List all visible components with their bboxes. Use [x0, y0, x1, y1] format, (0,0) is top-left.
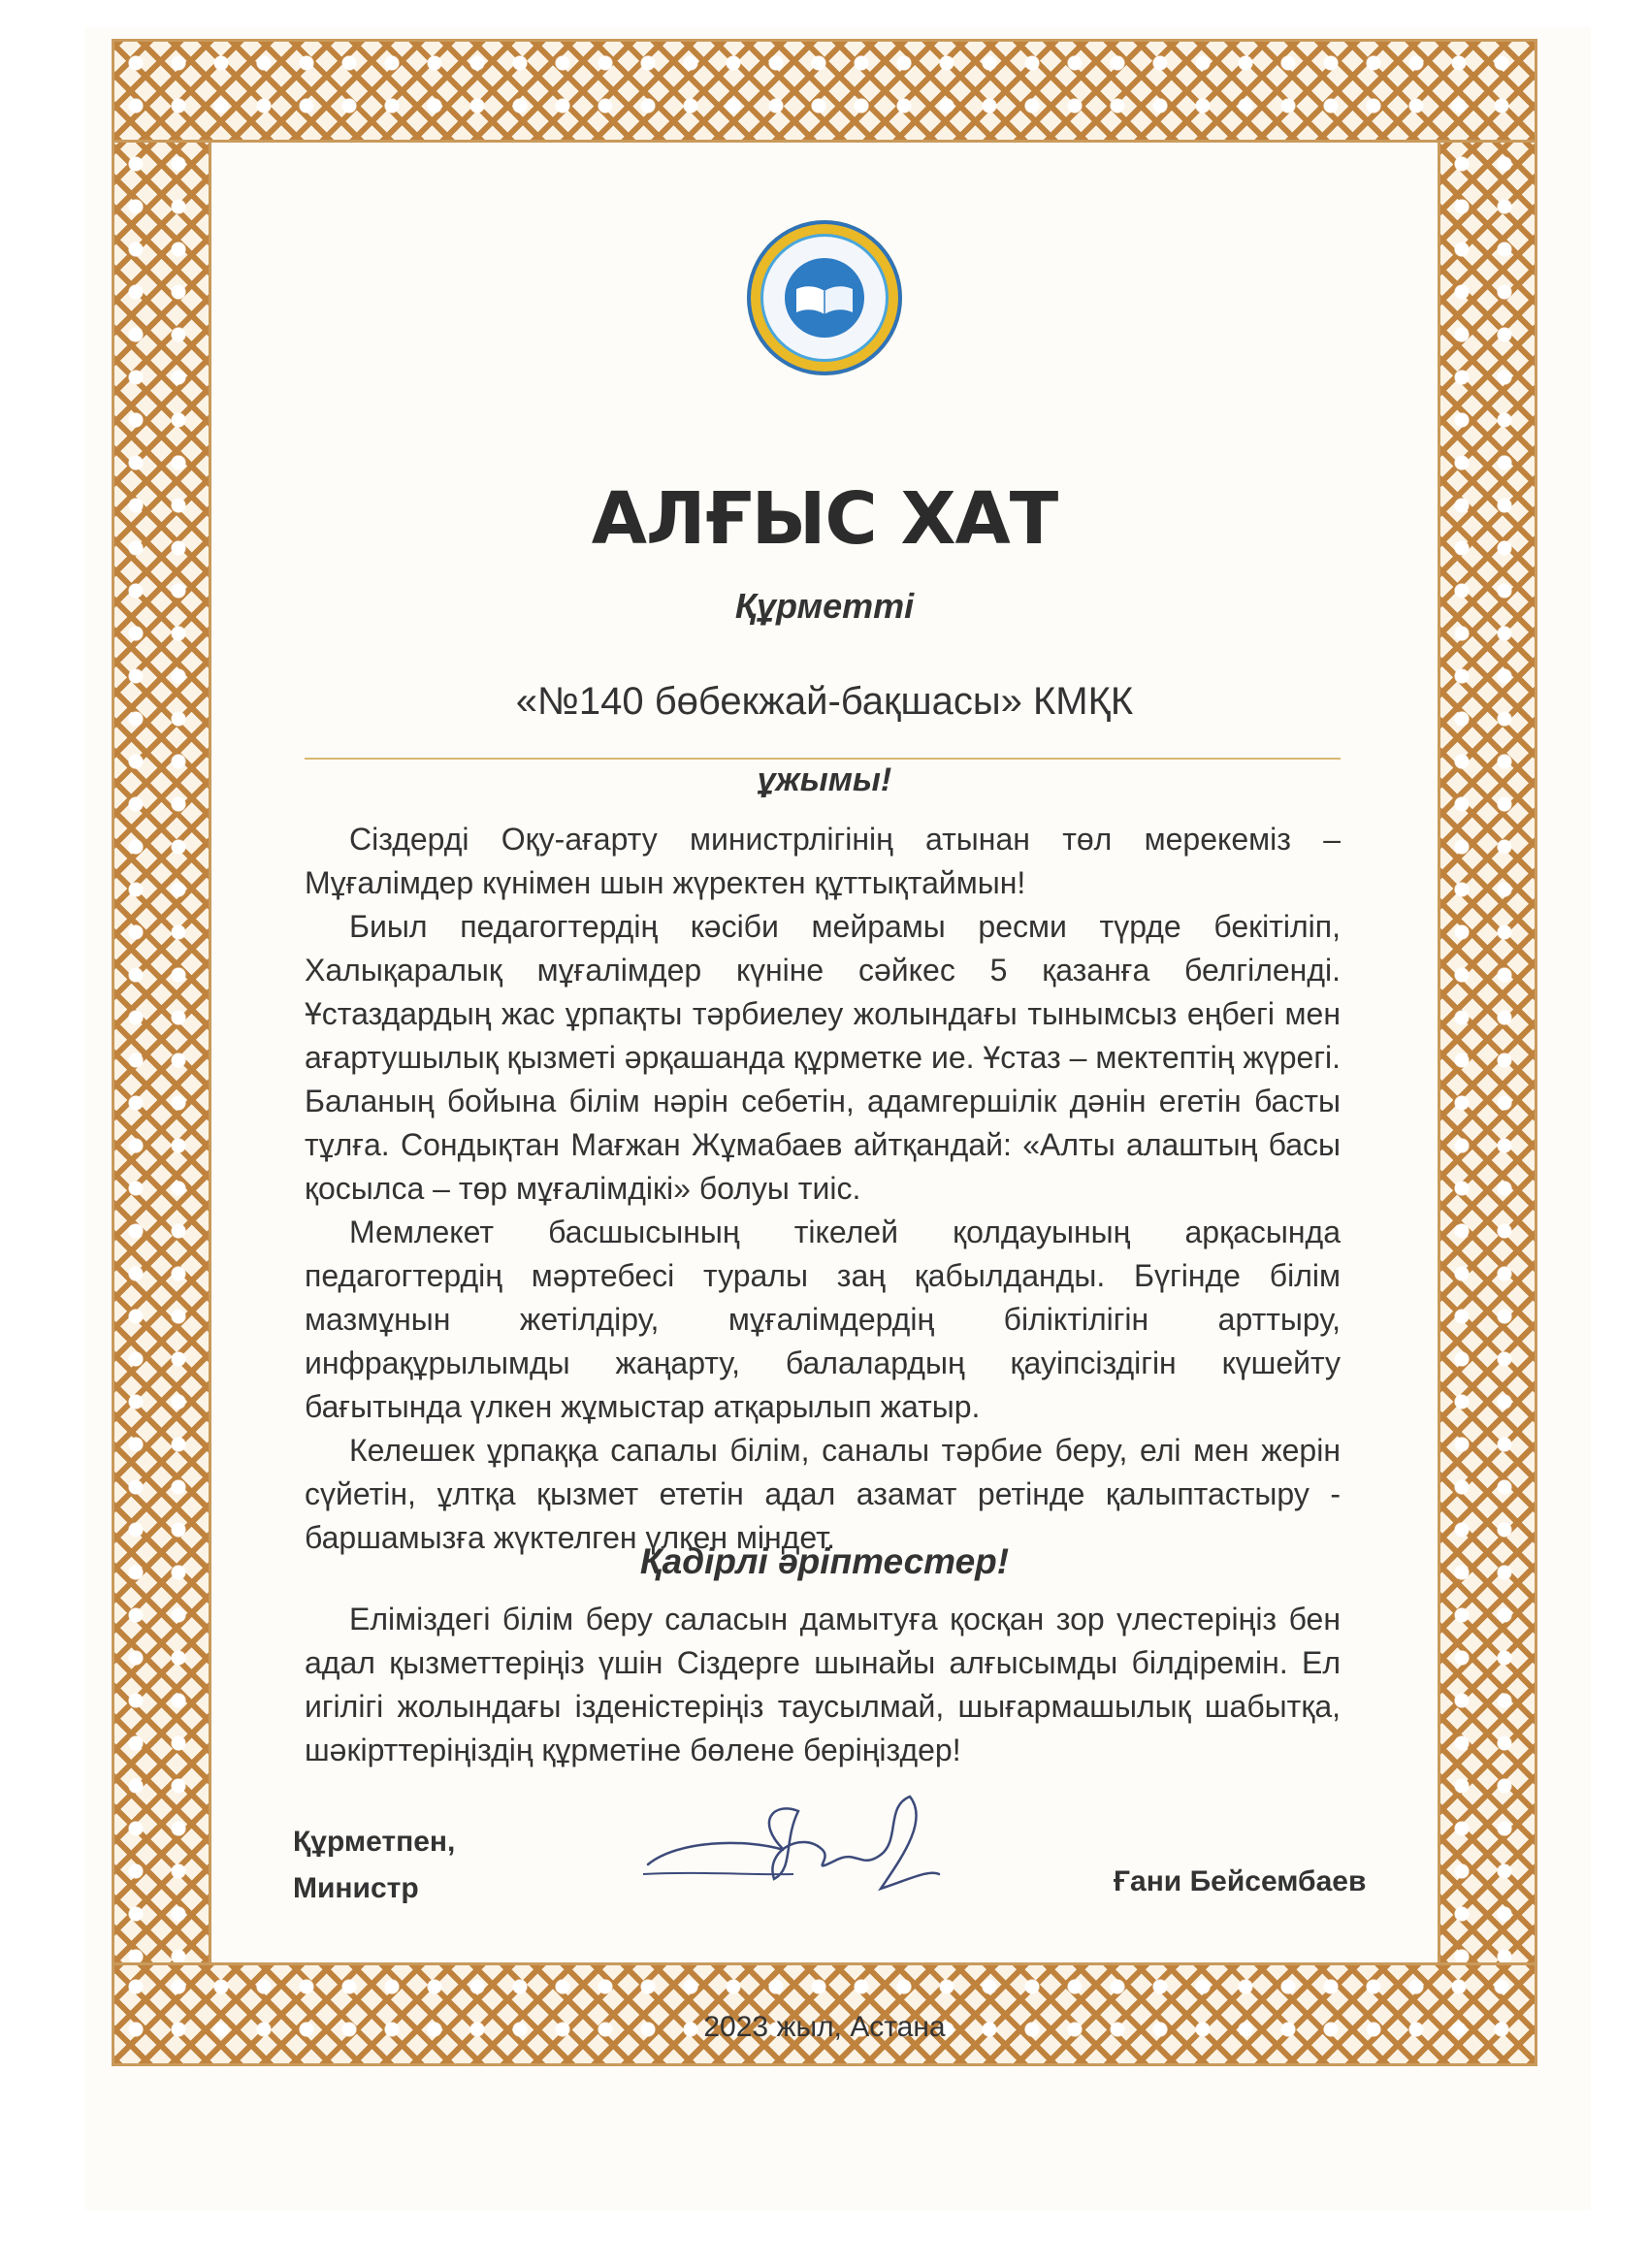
recipient-collective: ұжымы! [757, 761, 892, 798]
emblem-ring [760, 234, 889, 362]
signer-name: Ғани Бейсембаев [1114, 1865, 1367, 1897]
emblem-center [785, 258, 864, 338]
divider-rule [305, 758, 1341, 760]
greeting: Құрметті [734, 586, 915, 626]
closing-body [305, 1598, 1341, 1772]
closing-paragraph: Еліміздегі білім беру саласын дамытуға қосқан зор үлестеріңіз бен адал қызметтеріңіз үшін Сіздерге шынайы алғысымды білдіремін. Ел игілігі жолындағы ізденістеріңіз таусылмай, шығармашылық шабытқа, шәкірттеріңіздің құрметіне бөлене беріңіздер! [305, 1602, 1341, 1767]
ministry-of-education-emblem-icon [747, 220, 902, 375]
body-paragraph: Келешек ұрпаққа сапалы білім, саналы тәрбие беру, елі мен жерін сүйетін, ұлтқа қызмет ететін адал азамат ретінде қалыптастыру - баршамызға жүктелген үлкен міндет. [305, 1433, 1341, 1555]
document-title: АЛҒЫС ХАТ [591, 477, 1058, 561]
open-book-icon [794, 283, 855, 316]
letter-body [305, 818, 1341, 1560]
ornament-border-right [1438, 143, 1535, 1962]
certificate-content [211, 143, 1438, 2043]
signoff-block [293, 1819, 455, 1912]
body-paragraph: Мемлекет басшысының тікелей қолдауының арқасында педагогтердің мәртебесі туралы заң қабылданды. Бүгінде білім мазмұнын жетілдіру, мұғалімдердің біліктілігін арттыру, инфрақұрылымды жаңарту, балалардың қауіпсіздігін күшейту бағытында үлкен жұмыстар атқарылып жатыр. [305, 1215, 1341, 1424]
ornament-border-top [114, 42, 1535, 143]
colleagues-heading: Қадірлі әріптестер! [639, 1541, 1010, 1581]
signoff-line: Құрметпен, [293, 1826, 456, 1858]
recipient-name: «№140 бөбекжай-бақшасы» КМҚК [515, 680, 1134, 723]
handwritten-signature-icon [638, 1782, 968, 1908]
signer-title: Министр [293, 1872, 419, 1904]
body-paragraph: Сіздерді Оқу-ағарту министрлігінің атынан төл мерекеміз – Мұғалімдер күнімен шын жүректен құттықтаймын! [305, 822, 1341, 900]
place-and-year: 2023 жыл, Астана [703, 2011, 946, 2043]
body-paragraph: Биыл педагогтердің кәсіби мейрамы ресми түрде бекітіліп, Халықаралық мұғалімдер күніне сәйкес 5 қазанға белгіленді. Ұстаздардың жас ұрпақты тәрбиелеу жолындағы тынымсыз еңбегі мен ағартушылық қызметі әрқашанда құрметке ие. Ұстаз – мектептің жүрегі. Баланың бойына білім нәрін себетін, адамгершілік дәнін егетін басты тұлға. Сондықтан Мағжан Жұмабаев айтқандай: «Алты алаштың басы қосылса – төр мұғалімдікі» болуы тиіс. [305, 909, 1341, 1206]
ornament-border-left [114, 143, 211, 1962]
